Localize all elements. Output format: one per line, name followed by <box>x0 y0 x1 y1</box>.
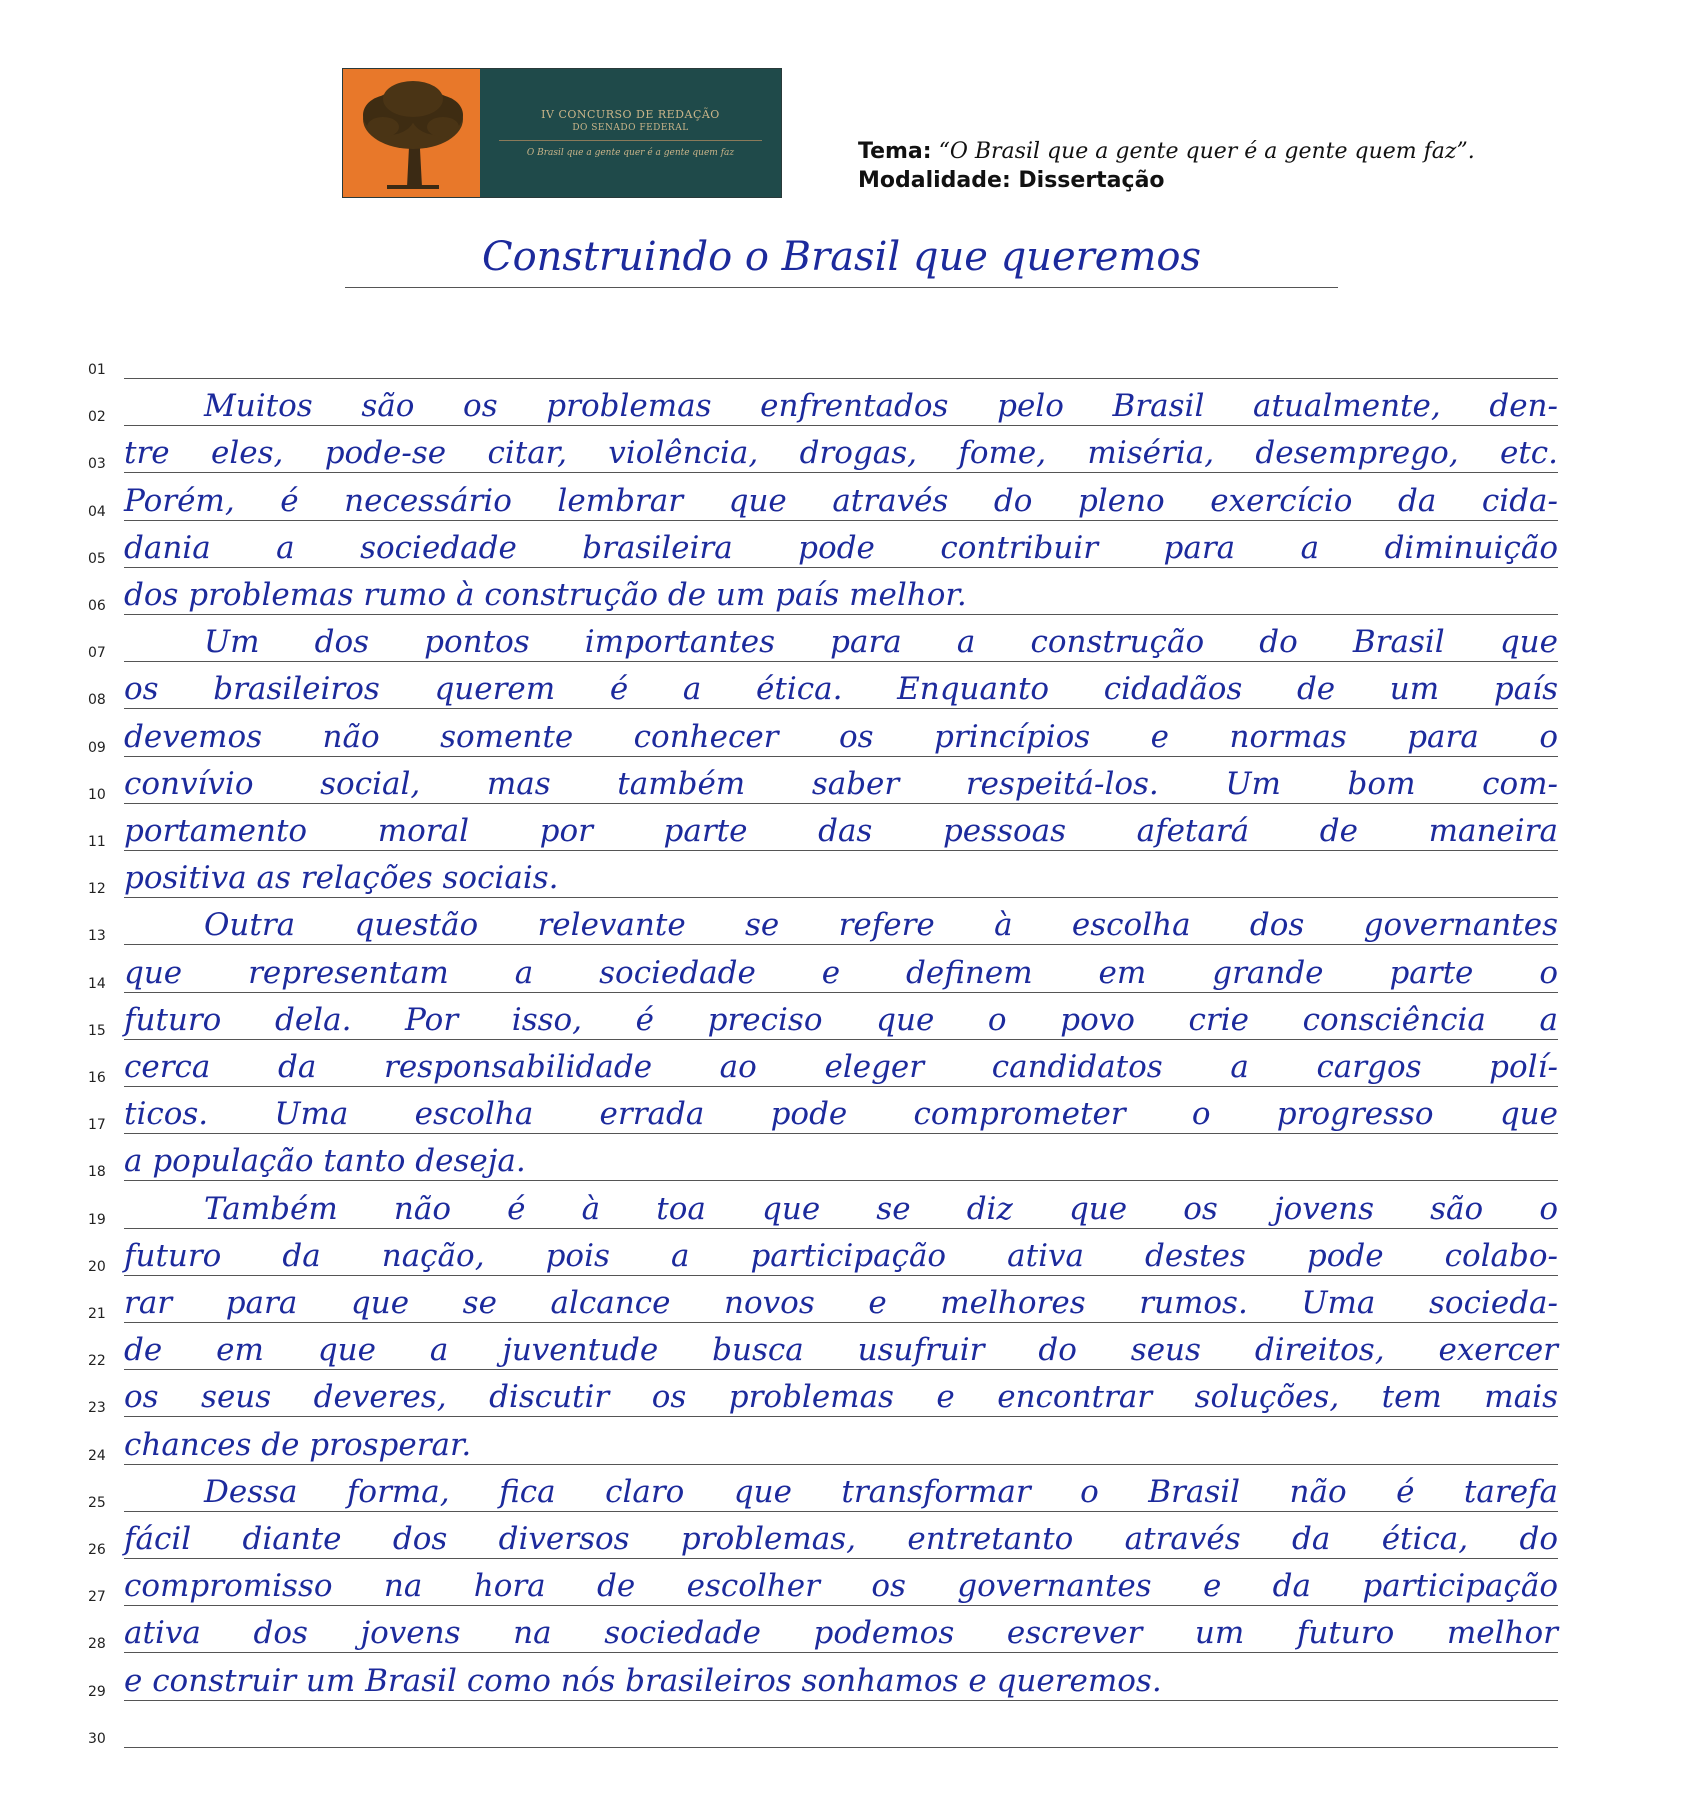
line-number: 05 <box>88 550 106 567</box>
essay-line <box>80 1706 1558 1753</box>
line-number: 26 <box>88 1542 106 1558</box>
line-number: 25 <box>88 1494 106 1511</box>
logo-line-1: IV CONCURSO DE REDAÇÃO <box>541 107 720 121</box>
ruled-line <box>124 708 1558 709</box>
ruled-line <box>124 1086 1558 1087</box>
essay-line <box>80 1234 1558 1281</box>
essay-line <box>80 1092 1558 1139</box>
essay-line <box>80 998 1558 1045</box>
handwritten-text: Um dos pontos importantes para a construção do Brasil que <box>204 624 1558 661</box>
line-number: 07 <box>88 645 106 662</box>
essay-line <box>80 856 1558 903</box>
ruled-line <box>124 897 1558 898</box>
handwritten-text: Outra questão relevante se refere à escolha dos governantes <box>204 907 1558 944</box>
ruled-line <box>124 1369 1558 1370</box>
handwritten-text: compromisso na hora de escolher os governantes e da participação <box>124 1568 1558 1605</box>
essay-line <box>80 526 1558 573</box>
handwritten-text: futuro dela. Por isso, é preciso que o povo crie consciência a <box>124 1001 1558 1038</box>
line-number: 11 <box>88 834 106 850</box>
ruled-line <box>124 756 1558 757</box>
essay-line <box>80 620 1558 667</box>
line-number: 02 <box>88 409 106 426</box>
essay-line <box>80 573 1558 620</box>
modalidade-line: Modalidade: Dissertação <box>858 168 1165 193</box>
ruled-line <box>124 378 1558 379</box>
line-number: 22 <box>88 1353 106 1370</box>
ruled-line <box>124 1700 1558 1701</box>
ruled-line <box>124 1133 1558 1134</box>
essay-title: Construindo o Brasil que queremos <box>345 226 1338 288</box>
ruled-line <box>124 1180 1558 1181</box>
essay-line <box>80 1187 1558 1234</box>
handwritten-text: positiva as relações sociais. <box>124 860 559 897</box>
handwritten-text: e construir um Brasil como nós brasileiros sonhamos e queremos. <box>124 1662 1162 1699</box>
line-number: 14 <box>88 975 106 992</box>
essay-line <box>80 431 1558 478</box>
contest-logo <box>342 68 782 198</box>
handwritten-text: os brasileiros querem é a ética. Enquanto cidadãos de um país <box>124 671 1558 708</box>
handwritten-text: Muitos são os problemas enfrentados pelo Brasil atualmente, den- <box>204 388 1558 425</box>
handwritten-text: os seus deveres, discutir os problemas e encontrar soluções, tem mais <box>124 1379 1558 1416</box>
handwritten-text: portamento moral por parte das pessoas afetará de maneira <box>124 813 1558 849</box>
line-number: 13 <box>88 928 106 945</box>
ruled-line <box>124 944 1558 945</box>
ruled-line <box>124 1322 1558 1323</box>
handwritten-text: chances de prosperar. <box>124 1426 472 1463</box>
ruled-line <box>124 1558 1558 1559</box>
logo-text-panel <box>480 69 781 197</box>
handwritten-text: Dessa forma, fica claro que transformar o Brasil não é tarefa <box>204 1473 1558 1510</box>
ruled-line <box>124 520 1558 521</box>
handwritten-text: Porém, é necessário lembrar que através do pleno exercício da cida- <box>124 482 1558 519</box>
essay-line <box>80 1517 1558 1564</box>
ruled-line <box>124 614 1558 615</box>
essay-line <box>80 1375 1558 1422</box>
line-number: 06 <box>88 598 106 614</box>
essay-line <box>80 1139 1558 1186</box>
ruled-line <box>124 1511 1558 1512</box>
handwritten-text: tre eles, pode-se citar, violência, drogas, fome, miséria, desemprego, etc. <box>124 435 1558 472</box>
ruled-line <box>124 1039 1558 1040</box>
line-number: 08 <box>88 692 106 709</box>
line-number: 15 <box>88 1022 106 1039</box>
essay-line <box>80 479 1558 526</box>
line-number: 21 <box>88 1306 106 1322</box>
essay-line <box>80 1328 1558 1375</box>
ruled-line <box>124 1416 1558 1417</box>
essay-line <box>80 1423 1558 1470</box>
handwritten-text: futuro da nação, pois a participação ativa destes pode colabo- <box>124 1237 1558 1274</box>
handwritten-text: fácil diante dos diversos problemas, entretanto através da ética, do <box>124 1521 1558 1557</box>
essay-line <box>80 1470 1558 1517</box>
ruled-line <box>124 1605 1558 1606</box>
line-number: 19 <box>88 1211 106 1228</box>
line-number: 01 <box>88 362 106 378</box>
line-number: 30 <box>88 1730 106 1747</box>
line-number: 09 <box>88 739 106 756</box>
line-number: 03 <box>88 456 106 473</box>
ruled-line <box>124 1275 1558 1276</box>
handwritten-text: convívio social, mas também saber respeitá-los. Um bom com- <box>124 765 1558 802</box>
line-number: 29 <box>88 1683 106 1700</box>
essay-line <box>80 667 1558 714</box>
essay-line <box>80 1564 1558 1611</box>
logo-line-2: DO SENADO FEDERAL <box>572 122 689 133</box>
handwritten-text: ativa dos jovens na sociedade podemos escrever um futuro melhor <box>124 1615 1558 1652</box>
line-number: 04 <box>88 503 106 520</box>
ruled-line <box>124 1652 1558 1653</box>
essay-line <box>80 715 1558 762</box>
essay-line <box>80 1045 1558 1092</box>
line-number: 18 <box>88 1164 106 1181</box>
line-number: 24 <box>88 1447 106 1464</box>
tree-logo-icon <box>343 69 480 197</box>
essay-line <box>80 1611 1558 1658</box>
essay-line <box>80 903 1558 950</box>
essay-line <box>80 951 1558 998</box>
line-number: 20 <box>88 1258 106 1275</box>
essay-line <box>80 1281 1558 1328</box>
line-number: 10 <box>88 786 106 803</box>
handwritten-text: ticos. Uma escolha errada pode comprometer o progresso que <box>124 1096 1558 1133</box>
ruled-line <box>124 1228 1558 1229</box>
handwritten-text: dos problemas rumo à construção de um país melhor. <box>124 577 967 613</box>
ruled-line <box>124 661 1558 662</box>
essay-line <box>80 1659 1558 1706</box>
ruled-line <box>124 850 1558 851</box>
handwritten-text: que representam a sociedade e definem em grande parte o <box>124 954 1558 991</box>
ruled-line <box>124 1747 1558 1748</box>
ruled-line <box>124 472 1558 473</box>
line-number: 17 <box>88 1117 106 1134</box>
handwritten-text: dania a sociedade brasileira pode contribuir para a diminuição <box>124 529 1558 566</box>
handwritten-text: devemos não somente conhecer os princípios e normas para o <box>124 718 1558 755</box>
line-number: 23 <box>88 1400 106 1417</box>
handwritten-text: cerca da responsabilidade ao eleger candidatos a cargos polí- <box>124 1049 1558 1085</box>
essay-line <box>80 337 1558 384</box>
handwritten-text: Também não é à toa que se diz que os jovens são o <box>204 1190 1558 1227</box>
ruled-line <box>124 992 1558 993</box>
tema-value: “O Brasil que a gente quer é a gente quem faz”. <box>938 139 1475 164</box>
essay-line <box>80 762 1558 809</box>
logo-slogan: O Brasil que a gente quer é a gente quem faz <box>499 140 761 159</box>
tema-label: Tema: <box>858 139 932 164</box>
essay-header <box>858 137 1475 195</box>
ruled-line <box>124 1464 1558 1465</box>
ruled-line <box>124 803 1558 804</box>
essay-line <box>80 384 1558 431</box>
tema-line <box>858 137 1475 166</box>
handwritten-text: a população tanto deseja. <box>124 1143 526 1180</box>
line-number: 16 <box>88 1070 106 1086</box>
essay-line <box>80 809 1558 856</box>
handwritten-text: de em que a juventude busca usufruir do seus direitos, exercer <box>124 1332 1558 1369</box>
line-number: 27 <box>88 1589 106 1606</box>
handwritten-text: rar para que se alcance novos e melhores rumos. Uma socieda- <box>124 1285 1558 1321</box>
line-number: 12 <box>88 881 106 898</box>
ruled-line <box>124 425 1558 426</box>
ruled-line <box>124 567 1558 568</box>
line-number: 28 <box>88 1636 106 1653</box>
